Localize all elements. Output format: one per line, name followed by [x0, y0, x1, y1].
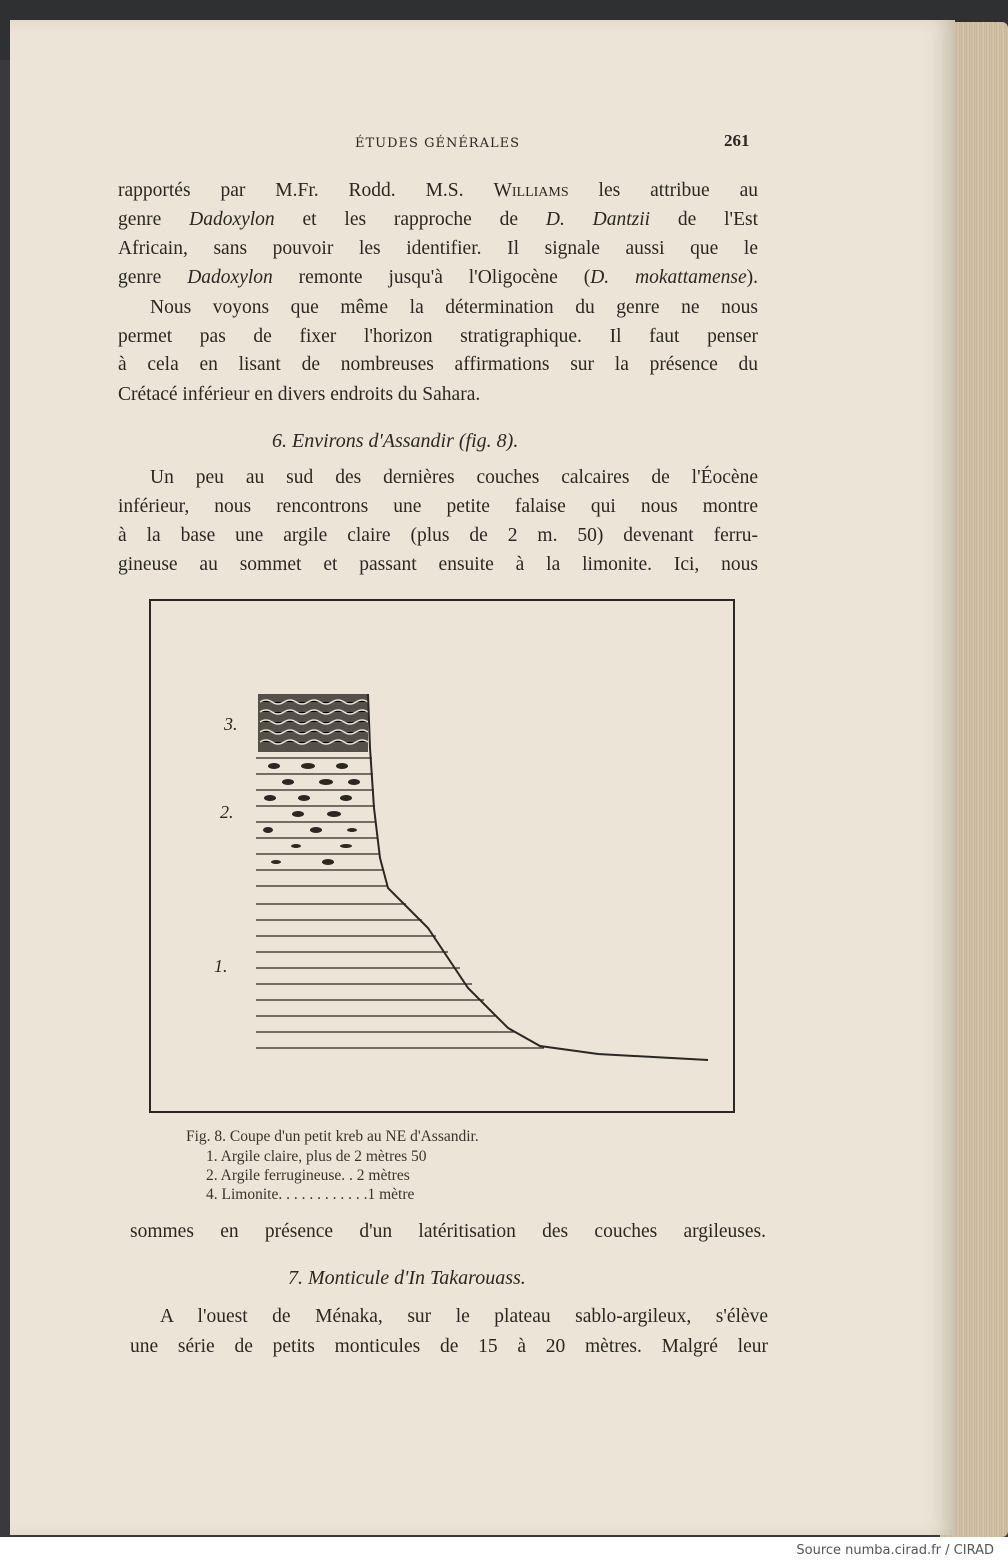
layer-label-1: 1.: [214, 956, 228, 976]
text-line: à cela en lisant de nombreuses affirmations sur la présence du: [118, 354, 758, 375]
ferruginous-nodules: [263, 763, 360, 865]
text-line: sommes en présence d'un latéritisation des couches argileuses.: [130, 1221, 766, 1242]
legend-item: 4. Limonite. . . . . . . . . . . .1 mètre: [206, 1186, 415, 1203]
source-credit: Source numba.cirad.fr / CIRAD: [796, 1543, 994, 1558]
cliff-profile: [368, 694, 708, 1060]
text-line: rapportés par M.Fr. Rodd. M.S. Williams les attribue au: [118, 180, 759, 201]
layer-2-ferruginous-clay: [256, 758, 384, 870]
layer-3-limonite: [258, 694, 368, 752]
page-number: 261: [724, 131, 750, 150]
text-line: genre Dadoxylon et les rapproche de D. Dantzii de l'Est: [118, 209, 758, 230]
text-line: genre Dadoxylon remonte jusqu'à l'Oligocène (D. mokattamense).: [118, 267, 758, 288]
text-line: inférieur, nous rencontrons une petite falaise qui nous montre: [118, 496, 758, 517]
section-heading-6: 6. Environs d'Assandir (fig. 8).: [272, 430, 519, 452]
figure-8-cross-section: [148, 598, 738, 1116]
running-head-title: ÉTUDES GÉNÉRALES: [355, 136, 521, 151]
text-line: Crétacé inférieur en divers endroits du Sahara.: [118, 384, 481, 405]
layer-label-2: 2.: [220, 802, 234, 822]
text-line: Un peu au sud des dernières couches calcaires de l'Éocène: [150, 467, 758, 488]
layer-label-3: 3.: [224, 714, 238, 734]
text-line: gineuse au sommet et passant ensuite à la limonite. Ici, nous: [118, 554, 758, 575]
text-line: Africain, sans pouvoir les identifier. Il signale aussi que le: [118, 238, 758, 259]
layer-1-clear-clay: [256, 886, 544, 1048]
legend-item: 1. Argile claire, plus de 2 mètres 50: [206, 1148, 427, 1165]
section-heading-7: 7. Monticule d'In Takarouass.: [288, 1267, 526, 1289]
legend-item: 2. Argile ferrugineuse. . 2 mètres: [206, 1167, 410, 1184]
text-line: A l'ouest de Ménaka, sur le plateau sablo-argileux, s'élève: [160, 1306, 768, 1327]
figure-caption: Fig. 8. Coupe d'un petit kreb au NE d'Assandir.: [186, 1128, 479, 1145]
text-line: Nous voyons que même la détermination du genre ne nous: [150, 297, 758, 318]
text-line: à la base une argile claire (plus de 2 m. 50) devenant ferru-: [118, 525, 758, 546]
figure-frame: [150, 600, 734, 1112]
text-line: permet pas de fixer l'horizon stratigraphique. Il faut penser: [118, 326, 758, 347]
text-line: une série de petits monticules de 15 à 20 mètres. Malgré leur: [130, 1336, 768, 1357]
